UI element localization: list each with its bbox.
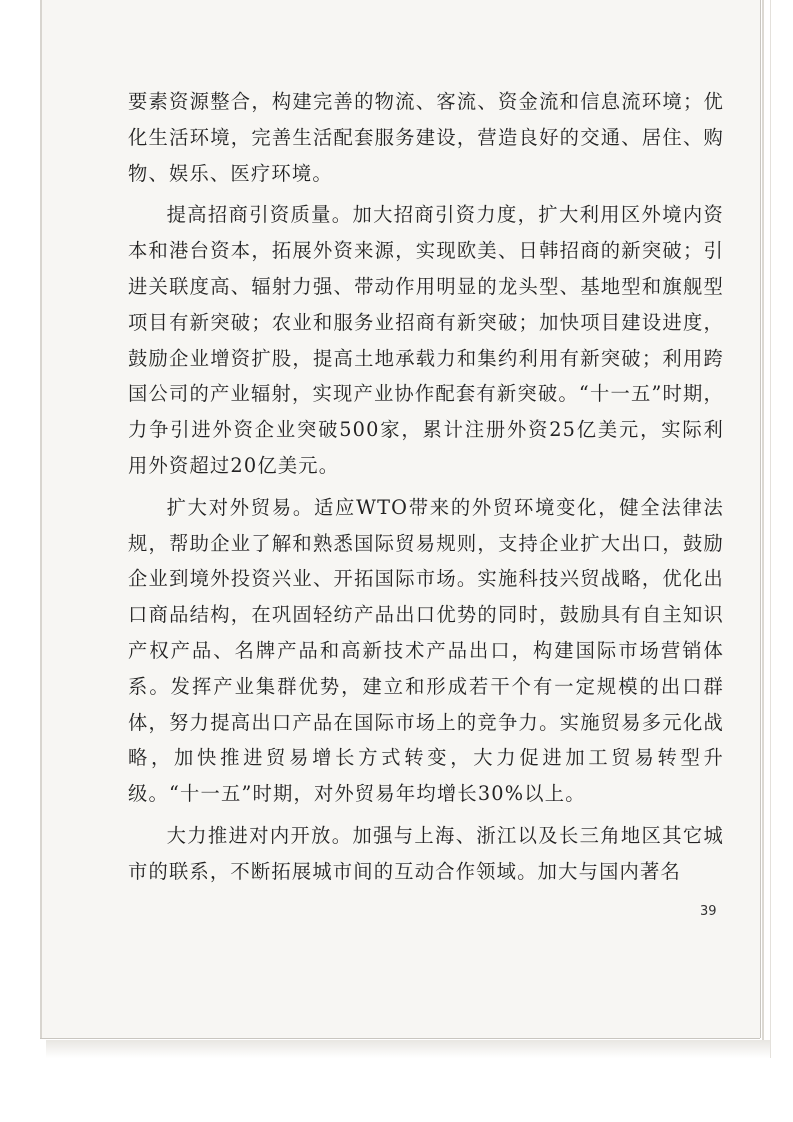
page-bottom-shadow — [46, 1040, 770, 1058]
document-body — [128, 84, 724, 896]
page-number: 39 — [700, 904, 717, 919]
paragraph-foreign-trade: 扩大对外贸易。适应WTO带来的外贸环境变化，健全法律法规，帮助企业了解和熟悉国际贸易规则，支持企业扩大出口，鼓励企业到境外投资兴业、开拓国际市场。实施科技兴贸战略，优化出口商品结构，在巩固轻纺产品出口优势的同时，鼓励具有自主知识产权产品、名牌产品和高新技术产品出口，构建国际市场营销体系。发挥产业集群优势，建立和形成若干个有一定规模的出口群体，努力提高出口产品在国际市场上的竞争力。实施贸易多元化战略，加快推进贸易增长方式转变，大力促进加工贸易转型升级。“十一五”时期，对外贸易年均增长30%以上。 — [128, 495, 724, 806]
paragraph-investment-quality: 提高招商引资质量。加大招商引资力度，扩大利用区外境内资本和港台资本，拓展外资来源，实现欧美、日韩招商的新突破；引进关联度高、辐射力强、带动作用明显的龙头型、基地型和旗舰型项目有新突破；农业和服务业招商有新突破；加快项目建设进度，鼓励企业增资扩股，提高土地承载力和集约利用有新突破；利用跨国公司的产业辐射，实现产业协作配套有新突破。“十一五”时期，力争引进外资企业突破500家，累计注册外资25亿美元，实际利用外资超过20亿美元。 — [128, 203, 724, 477]
paragraph-continuation: 要素资源整合，构建完善的物流、客流、资金流和信息流环境；优化生活环境，完善生活配套服务建设，营造良好的交通、居住、购物、娱乐、医疗环境。 — [128, 90, 724, 185]
paragraph-domestic-opening: 大力推进对内开放。加强与上海、浙江以及长三角地区其它城市的联系，不断拓展城市间的互动合作领域。加大与国内著名 — [128, 823, 724, 883]
page-edge-left — [40, 0, 42, 1038]
page-edge-right — [762, 0, 764, 1050]
page-edge-right-underlay — [770, 0, 771, 1058]
